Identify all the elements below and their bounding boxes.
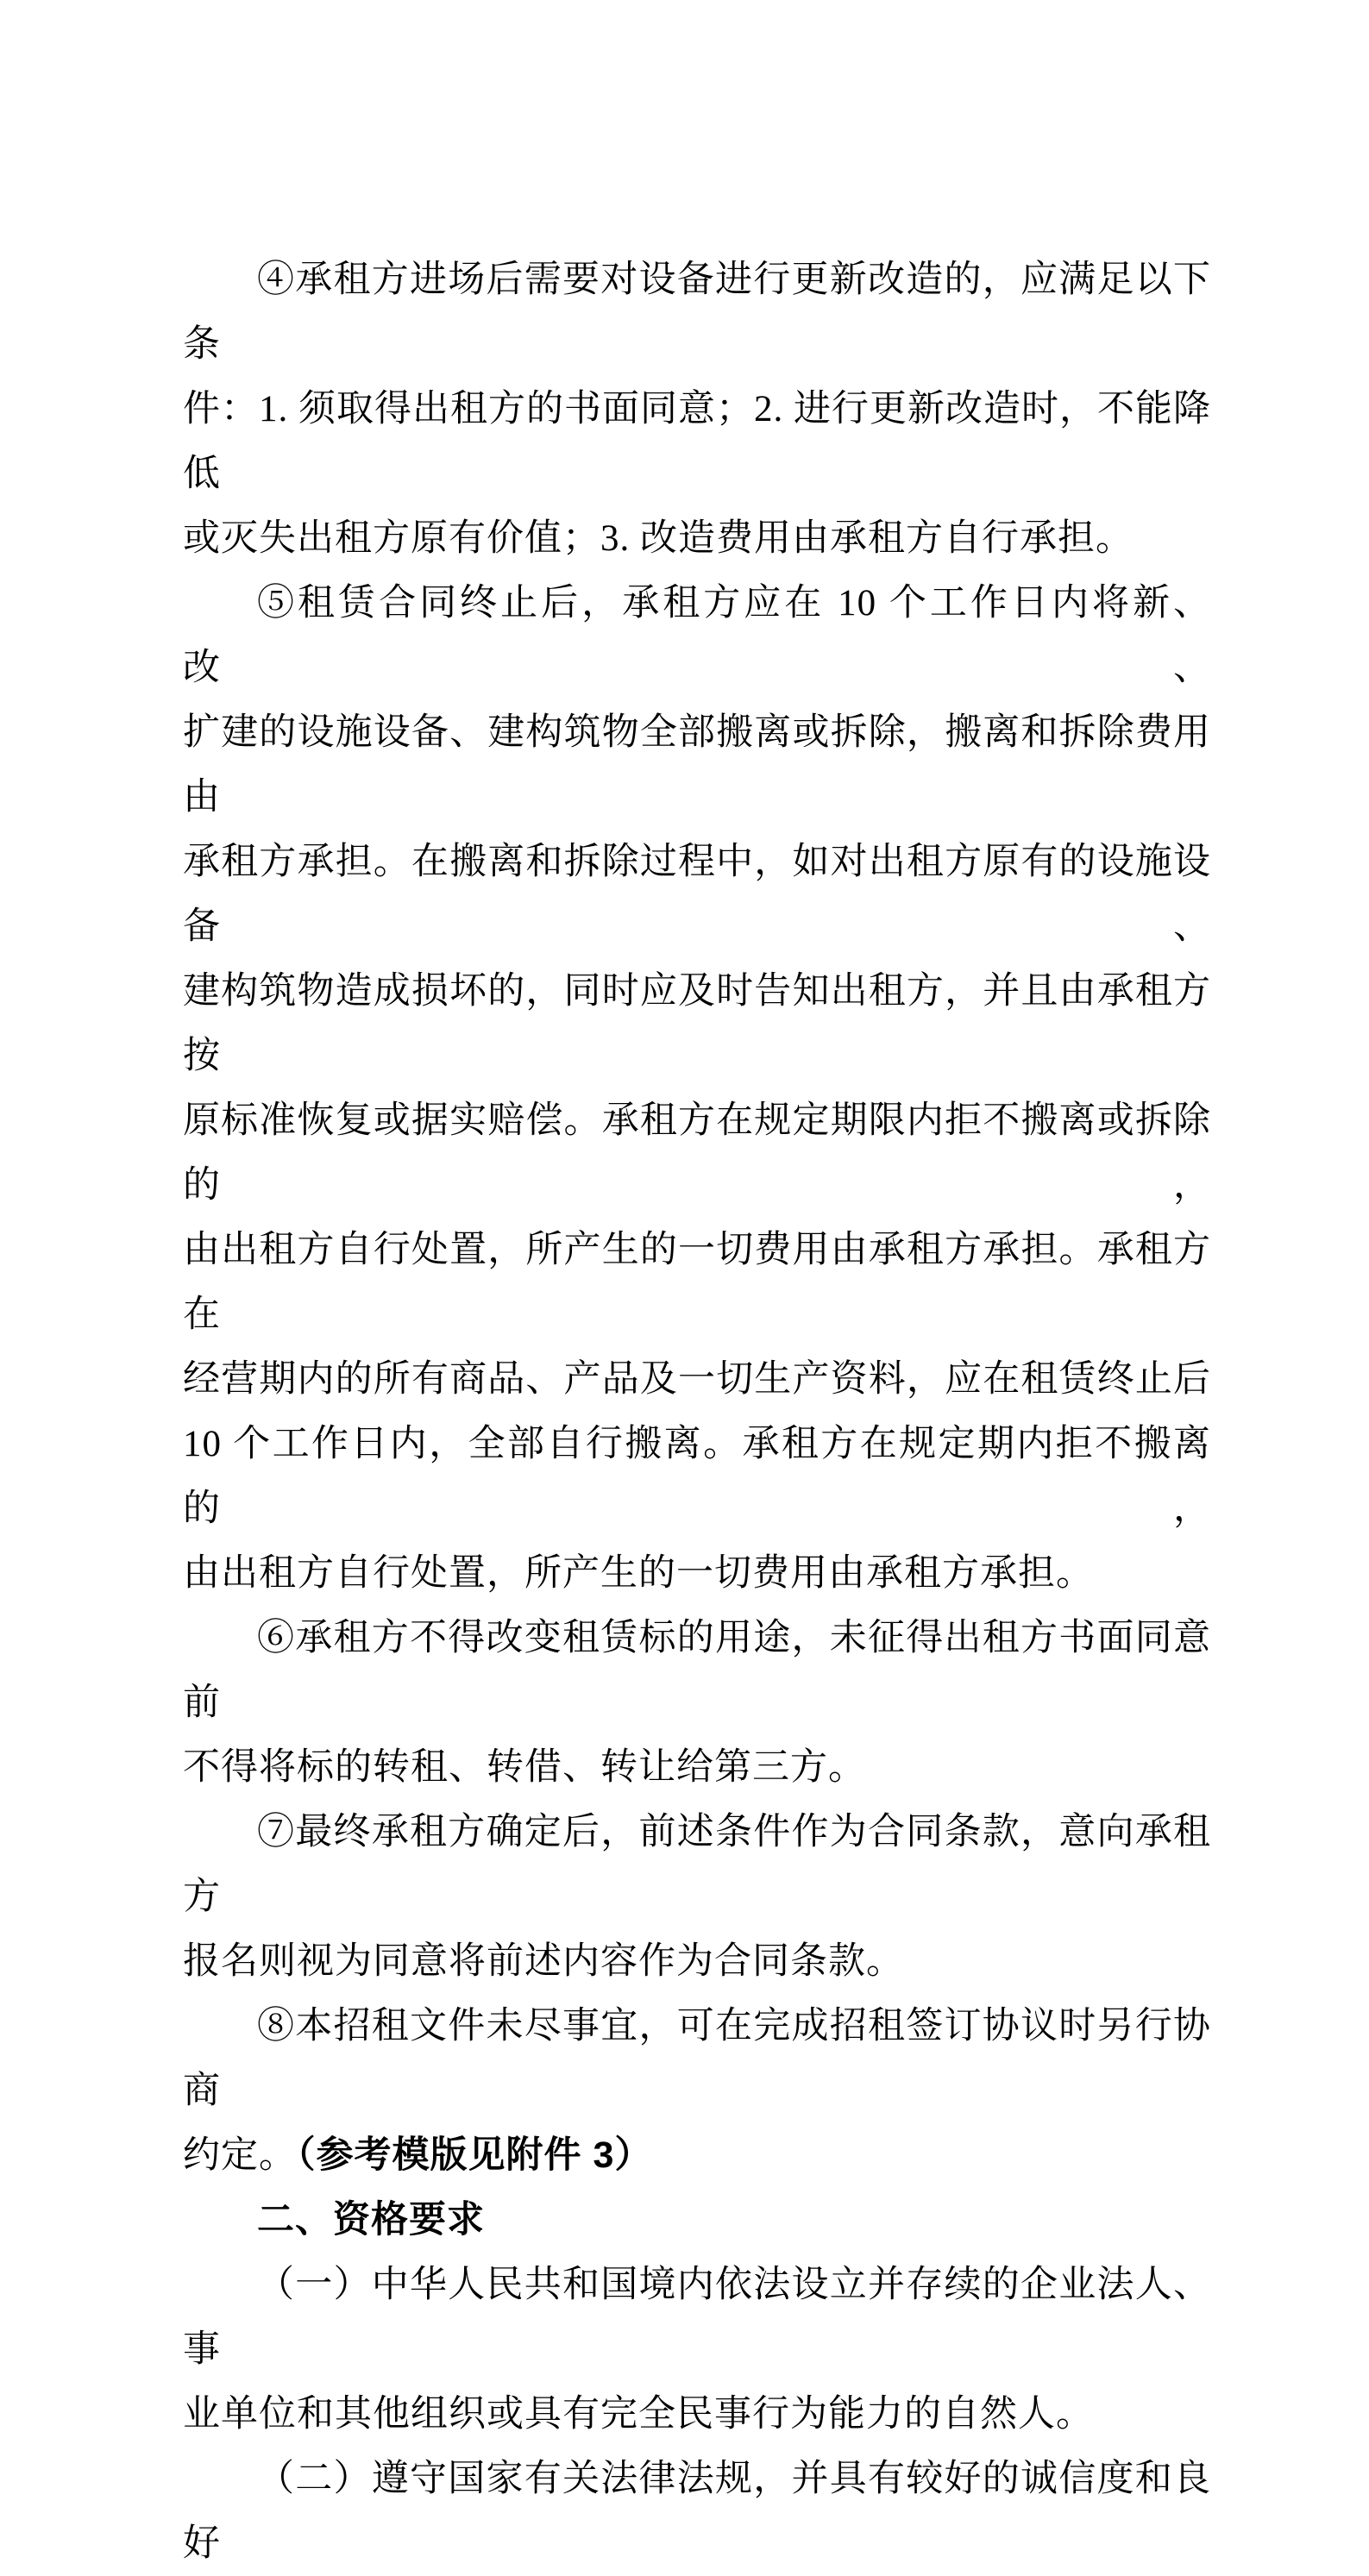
text-line [183,1606,1211,1735]
text-segment: 由出租方自行处置，所产生的一切费用由承租方承担。承租方在 [183,1230,1211,1335]
text-line [183,2382,1211,2447]
text-line [183,700,1211,830]
text-line [183,830,1211,959]
text-segment: 不得将标的转租、转借、转让给第三方。 [183,1747,866,1788]
text-line [183,1929,1211,1994]
text-segment: 业单位和其他组织或具有完全民事行为能力的自然人。 [183,2394,1094,2435]
text-line [183,377,1211,506]
text-line [183,1412,1211,1541]
text-segment: ⑥承租方不得改变租赁标的用途，未征得出租方书面同意前 [183,1618,1211,1723]
text-segment: 或灭失出租方原有价值；3. 改造费用由承租方自行承担。 [183,518,1134,559]
text-line [183,2253,1211,2382]
text-line [183,1800,1211,1929]
text-segment: 二、资格要求 [257,2199,485,2241]
bold-text-segment: （参考模版见附件 3） [297,2134,653,2176]
text-line [183,506,1211,571]
text-segment: ④承租方进场后需要对设备进行更新改造的，应满足以下条 [183,260,1211,365]
text-line [183,1735,1211,1800]
document-body [183,248,1211,2576]
text-line [183,1541,1211,1606]
text-segment: 经营期内的所有商品、产品及一切生产资料，应在租赁终止后 [183,1359,1211,1400]
text-line [183,2447,1211,2576]
text-segment: 原标准恢复或据实赔偿。承租方在规定期限内拒不搬离或拆除的， [183,1100,1211,1206]
text-line [183,1218,1211,1347]
text-segment: 建构筑物造成损坏的，同时应及时告知出租方，并且由承租方按 [183,971,1211,1076]
text-line [183,1994,1211,2123]
text-segment: 扩建的设施设备、建构筑物全部搬离或拆除，搬离和拆除费用由 [183,712,1211,818]
text-segment: 约定。 [183,2135,297,2176]
text-segment: 件：1. 须取得出租方的书面同意；2. 进行更新改造时，不能降低 [183,389,1211,494]
text-line [183,571,1211,700]
text-segment: ⑤租赁合同终止后，承租方应在 10 个工作日内将新、改、 [183,583,1211,688]
text-segment: 10 个工作日内，全部自行搬离。承租方在规定期内拒不搬离的， [183,1424,1211,1529]
text-line [183,2123,1211,2188]
text-line [183,1347,1211,1412]
text-line [183,248,1211,377]
text-segment: （二）遵守国家有关法律法规，并具有较好的诚信度和良好 [183,2459,1211,2564]
text-segment: 由出租方自行处置，所产生的一切费用由承租方承担。 [183,1553,1094,1594]
text-line [183,959,1211,1088]
text-line [183,1088,1211,1218]
text-segment: ⑦最终承租方确定后，前述条件作为合同条款，意向承租方 [183,1812,1211,1917]
section-heading [183,2188,1211,2253]
text-segment: ⑧本招租文件未尽事宜，可在完成招租签订协议时另行协商 [183,2006,1211,2111]
text-segment: （一）中华人民共和国境内依法设立并存续的企业法人、事 [183,2265,1211,2370]
text-segment: 报名则视为同意将前述内容作为合同条款。 [183,1941,904,1982]
text-segment: 承租方承担。在搬离和拆除过程中，如对出租方原有的设施设备、 [183,842,1211,947]
